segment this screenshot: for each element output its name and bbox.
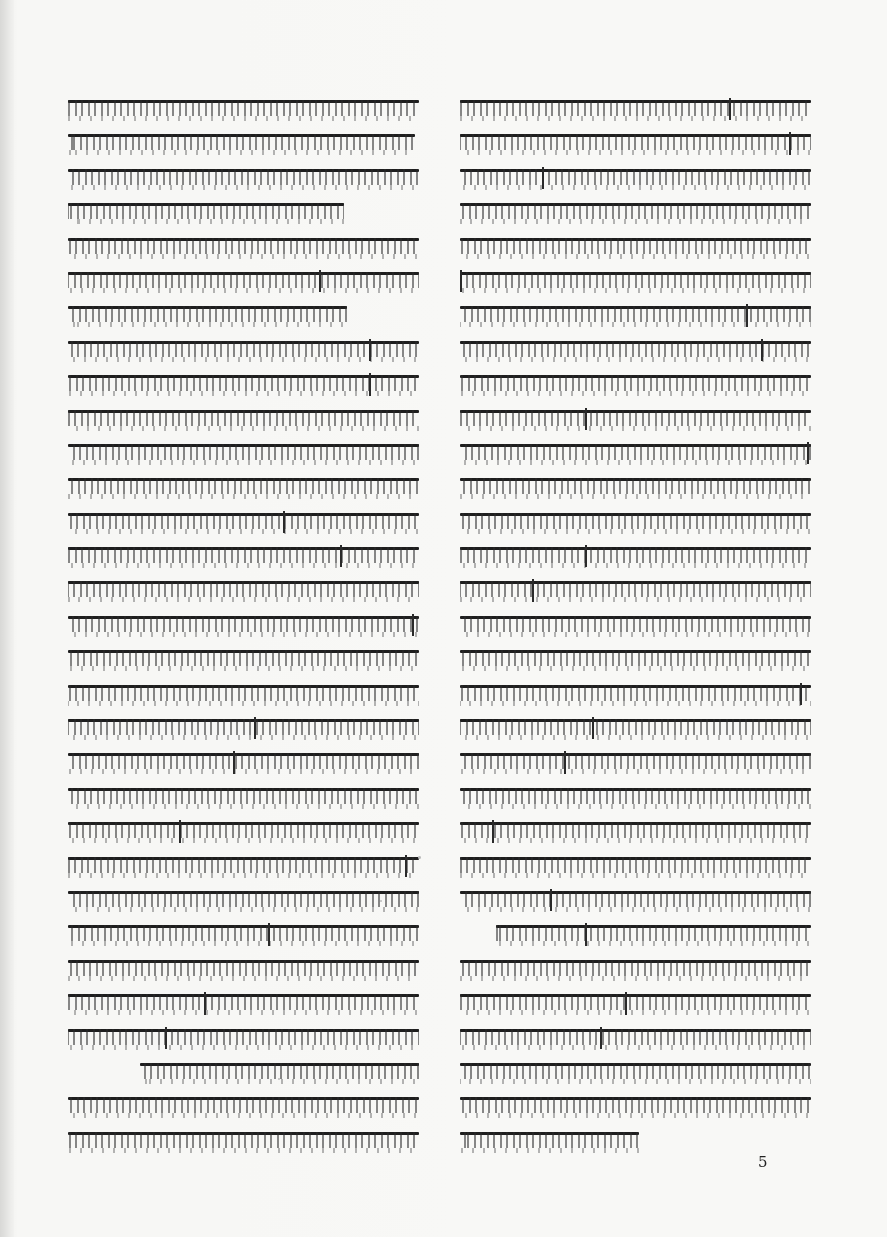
right-text-line xyxy=(460,814,818,848)
vowel-marks xyxy=(68,254,419,259)
tibetan-glyphs xyxy=(68,306,347,322)
vowel-marks xyxy=(68,460,419,465)
right-text-line xyxy=(460,264,818,298)
right-text-line xyxy=(460,92,818,126)
left-text-line xyxy=(68,677,426,711)
right-text-line xyxy=(460,917,818,951)
shad-punctuation xyxy=(319,270,321,292)
tibetan-glyphs xyxy=(460,857,811,873)
vowel-marks xyxy=(68,873,419,878)
vowel-marks xyxy=(460,976,811,981)
tibetan-glyphs xyxy=(460,341,811,357)
vowel-marks xyxy=(460,1113,811,1118)
left-text-line xyxy=(68,539,426,573)
vowel-marks xyxy=(460,288,811,293)
page-number: 5 xyxy=(758,1153,768,1171)
vowel-marks xyxy=(460,701,811,706)
left-text-line xyxy=(68,780,426,814)
vowel-marks xyxy=(68,288,419,293)
tibetan-glyphs xyxy=(68,822,419,838)
right-text-line xyxy=(460,849,818,883)
paper-speck xyxy=(278,1078,280,1080)
tibetan-glyphs xyxy=(460,1097,811,1113)
vowel-marks xyxy=(68,838,419,843)
vowel-marks xyxy=(460,804,811,809)
left-text-line xyxy=(68,230,426,264)
tibetan-glyphs xyxy=(68,960,419,976)
shad-punctuation xyxy=(460,270,462,292)
tibetan-glyphs xyxy=(68,100,419,116)
vowel-marks xyxy=(68,150,415,155)
tibetan-glyphs xyxy=(68,685,419,701)
tibetan-glyphs xyxy=(460,616,811,632)
left-text-line xyxy=(68,126,426,160)
left-text-line xyxy=(68,92,426,126)
tibetan-glyphs xyxy=(460,719,811,735)
vowel-marks xyxy=(460,426,811,431)
vowel-marks xyxy=(460,597,811,602)
left-text-line xyxy=(68,1089,426,1123)
shad-punctuation xyxy=(585,408,587,430)
shad-punctuation xyxy=(254,717,256,739)
tibetan-glyphs xyxy=(460,891,811,907)
vowel-marks xyxy=(460,873,811,878)
tibetan-glyphs xyxy=(68,753,419,769)
left-text-line xyxy=(68,195,426,229)
tibetan-glyphs xyxy=(68,375,419,391)
paper-speck xyxy=(380,900,382,902)
tibetan-glyphs xyxy=(460,134,811,150)
right-text-line xyxy=(460,402,818,436)
vowel-marks xyxy=(460,769,811,774)
vowel-marks xyxy=(68,185,419,190)
left-text-line xyxy=(68,1021,426,1055)
shad-punctuation xyxy=(369,339,371,361)
tibetan-glyphs xyxy=(460,1029,811,1045)
right-text-line xyxy=(460,952,818,986)
shad-punctuation xyxy=(179,820,181,842)
vowel-marks xyxy=(68,357,419,362)
tibetan-glyphs xyxy=(68,650,419,666)
shad-punctuation xyxy=(761,339,763,361)
tibetan-glyphs xyxy=(460,513,811,529)
tibetan-glyphs xyxy=(460,169,811,185)
vowel-marks xyxy=(68,391,419,396)
tibetan-glyphs xyxy=(68,891,419,907)
vowel-marks xyxy=(68,426,419,431)
shad-punctuation xyxy=(592,717,594,739)
tibetan-glyphs xyxy=(460,581,811,597)
left-text-line xyxy=(68,298,426,332)
shad-punctuation xyxy=(585,545,587,567)
vowel-marks xyxy=(68,1010,419,1015)
vowel-marks xyxy=(460,460,811,465)
tibetan-glyphs xyxy=(460,960,811,976)
tibetan-glyphs xyxy=(68,341,419,357)
right-text-line xyxy=(460,230,818,264)
tibetan-glyphs xyxy=(460,444,811,460)
shad-punctuation xyxy=(268,923,270,945)
shad-punctuation xyxy=(585,923,587,945)
left-text-column xyxy=(68,92,426,1158)
vowel-marks xyxy=(68,563,419,568)
shad-punctuation xyxy=(564,751,566,773)
right-text-line xyxy=(460,161,818,195)
vowel-marks xyxy=(68,322,347,327)
tibetan-glyphs xyxy=(68,616,419,632)
shad-punctuation xyxy=(204,992,206,1014)
vowel-marks xyxy=(460,1010,811,1015)
vowel-marks xyxy=(460,254,811,259)
vowel-marks xyxy=(460,735,811,740)
vowel-marks xyxy=(460,116,811,121)
shad-punctuation xyxy=(412,614,414,636)
left-text-line xyxy=(68,986,426,1020)
vowel-marks xyxy=(460,529,811,534)
left-text-line xyxy=(68,883,426,917)
left-text-line xyxy=(68,573,426,607)
vowel-marks xyxy=(460,150,811,155)
tibetan-glyphs xyxy=(68,994,419,1010)
left-text-line xyxy=(68,608,426,642)
right-text-line xyxy=(460,470,818,504)
shad-punctuation xyxy=(283,511,285,533)
shad-punctuation xyxy=(746,304,748,326)
left-text-line xyxy=(68,436,426,470)
tibetan-glyphs xyxy=(460,203,811,219)
vowel-marks xyxy=(68,769,419,774)
right-text-line xyxy=(460,1089,818,1123)
vowel-marks xyxy=(68,219,344,224)
tibetan-glyphs xyxy=(140,1063,419,1079)
vowel-marks xyxy=(460,907,811,912)
left-text-line xyxy=(68,402,426,436)
tibetan-glyphs xyxy=(460,238,811,254)
vowel-marks xyxy=(68,597,419,602)
left-text-line xyxy=(68,333,426,367)
left-text-line xyxy=(68,161,426,195)
vowel-marks xyxy=(460,494,811,499)
shad-punctuation xyxy=(405,855,407,877)
tibetan-glyphs xyxy=(68,719,419,735)
shad-punctuation xyxy=(625,992,627,1014)
tibetan-glyphs xyxy=(460,994,811,1010)
tibetan-glyphs xyxy=(68,857,419,873)
vowel-marks xyxy=(460,838,811,843)
right-text-line xyxy=(460,195,818,229)
vowel-marks xyxy=(68,529,419,534)
tibetan-glyphs xyxy=(460,478,811,494)
right-text-line xyxy=(460,436,818,470)
left-text-line xyxy=(68,711,426,745)
tibetan-glyphs xyxy=(460,650,811,666)
vowel-marks xyxy=(68,1113,419,1118)
shad-punctuation xyxy=(340,545,342,567)
vowel-marks xyxy=(68,976,419,981)
tibetan-glyphs xyxy=(68,444,419,460)
shad-punctuation xyxy=(600,1027,602,1049)
tibetan-glyphs xyxy=(68,581,419,597)
vowel-marks xyxy=(68,735,419,740)
shad-punctuation xyxy=(165,1027,167,1049)
vowel-marks xyxy=(460,1148,639,1153)
tibetan-glyphs xyxy=(68,1029,419,1045)
right-text-line xyxy=(460,539,818,573)
right-text-line xyxy=(460,745,818,779)
tibetan-glyphs xyxy=(460,753,811,769)
right-text-line xyxy=(460,608,818,642)
left-text-line xyxy=(68,1055,426,1089)
right-text-line xyxy=(460,367,818,401)
tibetan-glyphs xyxy=(496,925,811,941)
vowel-marks xyxy=(460,185,811,190)
tibetan-glyphs xyxy=(460,410,811,426)
left-text-line xyxy=(68,505,426,539)
tibetan-glyphs xyxy=(68,788,419,804)
vowel-marks xyxy=(460,563,811,568)
tibetan-glyphs xyxy=(68,238,419,254)
vowel-marks xyxy=(68,632,419,637)
right-text-line xyxy=(460,573,818,607)
tibetan-glyphs xyxy=(68,513,419,529)
tibetan-glyphs xyxy=(460,272,811,288)
right-text-line xyxy=(460,986,818,1020)
right-text-line xyxy=(460,126,818,160)
vowel-marks xyxy=(68,1045,419,1050)
shad-punctuation xyxy=(729,98,731,120)
left-text-line xyxy=(68,814,426,848)
tibetan-glyphs xyxy=(68,1097,419,1113)
right-text-line xyxy=(460,883,818,917)
tibetan-glyphs xyxy=(460,100,811,116)
vowel-marks xyxy=(68,941,419,946)
tibetan-glyphs xyxy=(460,375,811,391)
vowel-marks xyxy=(460,1045,811,1050)
left-text-line xyxy=(68,745,426,779)
vowel-marks xyxy=(68,116,419,121)
left-text-line xyxy=(68,264,426,298)
vowel-marks xyxy=(460,1079,811,1084)
left-text-line xyxy=(68,849,426,883)
right-text-column xyxy=(460,92,818,1158)
vowel-marks xyxy=(460,391,811,396)
vowel-marks xyxy=(460,632,811,637)
left-text-line xyxy=(68,1124,426,1158)
vowel-marks xyxy=(68,1148,419,1153)
shad-punctuation xyxy=(369,373,371,395)
paper-speck xyxy=(418,856,421,859)
tibetan-glyphs xyxy=(68,169,419,185)
tibetan-glyphs xyxy=(68,547,419,563)
shad-punctuation xyxy=(542,167,544,189)
right-text-line xyxy=(460,780,818,814)
right-text-line xyxy=(460,642,818,676)
tibetan-glyphs xyxy=(460,685,811,701)
shad-punctuation xyxy=(807,442,809,464)
vowel-marks xyxy=(68,907,419,912)
tibetan-glyphs xyxy=(460,822,811,838)
shad-punctuation xyxy=(800,683,802,705)
tibetan-glyphs xyxy=(460,788,811,804)
right-text-line xyxy=(460,711,818,745)
tibetan-glyphs xyxy=(68,410,419,426)
left-text-line xyxy=(68,642,426,676)
right-text-line xyxy=(460,298,818,332)
left-text-line xyxy=(68,367,426,401)
tibetan-glyphs xyxy=(68,134,415,150)
vowel-marks xyxy=(460,357,811,362)
shad-punctuation xyxy=(532,579,534,601)
shad-punctuation xyxy=(233,751,235,773)
left-text-line xyxy=(68,917,426,951)
vowel-marks xyxy=(68,701,419,706)
right-text-line xyxy=(460,677,818,711)
shad-punctuation xyxy=(492,820,494,842)
tibetan-glyphs xyxy=(460,306,811,322)
tibetan-glyphs xyxy=(460,1063,811,1079)
right-text-line xyxy=(460,1055,818,1089)
vowel-marks xyxy=(460,666,811,671)
tibetan-glyphs xyxy=(68,203,344,219)
tibetan-glyphs xyxy=(460,1132,639,1148)
right-text-line xyxy=(460,505,818,539)
vowel-marks xyxy=(68,666,419,671)
tibetan-glyphs xyxy=(68,925,419,941)
vowel-marks xyxy=(460,219,811,224)
tibetan-glyphs xyxy=(68,478,419,494)
page-binding-shadow xyxy=(0,0,14,1237)
shad-punctuation xyxy=(550,889,552,911)
vowel-marks xyxy=(460,322,811,327)
vowel-marks xyxy=(68,494,419,499)
left-text-line xyxy=(68,952,426,986)
tibetan-glyphs xyxy=(460,547,811,563)
left-text-line xyxy=(68,470,426,504)
shad-punctuation xyxy=(789,132,791,154)
tibetan-glyphs xyxy=(68,272,419,288)
vowel-marks xyxy=(68,804,419,809)
vowel-marks xyxy=(496,941,811,946)
right-text-line xyxy=(460,1021,818,1055)
right-text-line xyxy=(460,333,818,367)
tibetan-glyphs xyxy=(68,1132,419,1148)
